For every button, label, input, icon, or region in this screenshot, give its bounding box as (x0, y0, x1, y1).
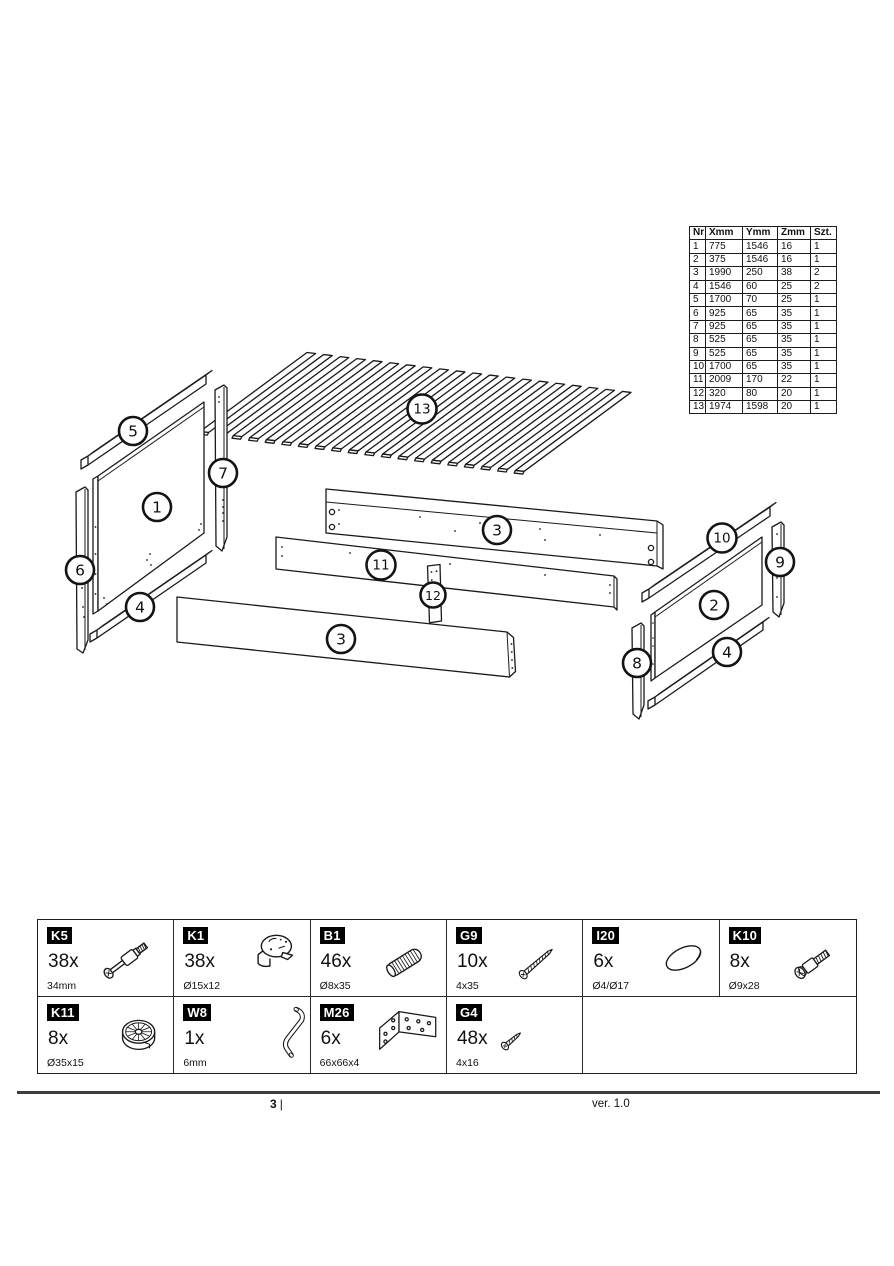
callout-2 (700, 591, 728, 619)
hardware-code-badge: G4 (456, 1004, 482, 1021)
hardware-item-B1 (311, 920, 447, 997)
svg-text:11: 11 (372, 557, 390, 574)
slat-end-cap (348, 450, 358, 454)
hardware-qty: 46x (320, 951, 352, 972)
hardware-dim: 66x66x4 (319, 1057, 360, 1069)
screw-icon (512, 928, 579, 986)
hardware-dim: Ø8x35 (319, 979, 351, 992)
hardware-code-badge: K1 (183, 927, 208, 944)
svg-text:8: 8 (632, 654, 642, 673)
footer-version: ver. 1.0 (592, 1098, 630, 1110)
slat-end-cap (282, 442, 292, 446)
hardware-code-badge: G9 (456, 927, 482, 944)
col-zmm: Zmm (778, 227, 811, 240)
hardware-dim: 4x16 (455, 1057, 479, 1069)
hardware-item-K10 (720, 920, 856, 997)
hardware-qty: 8x (729, 951, 750, 972)
hardware-table (37, 919, 857, 1074)
footer-divider (17, 1091, 880, 1094)
callout-4-left (126, 593, 154, 621)
svg-text:5: 5 (128, 422, 138, 441)
slat-end-cap (481, 466, 491, 470)
dimension-row: 13 1974 1598 20 1 (690, 401, 837, 414)
dimension-row: 6 925 65 35 1 (690, 307, 837, 320)
svg-text:4: 4 (135, 598, 145, 617)
dimension-row: 7 925 65 35 1 (690, 320, 837, 333)
hardware-item-I20 (583, 920, 719, 997)
slat-end-cap (332, 448, 342, 452)
callout-3-panel (327, 625, 355, 653)
callout-11 (367, 551, 396, 580)
short-screw-icon (493, 1011, 543, 1057)
col-szt: Szt. (811, 227, 837, 240)
callout-6 (66, 556, 94, 584)
hardware-qty: 48x (456, 1027, 488, 1049)
hardware-qty: 8x (48, 1027, 69, 1049)
hardware-dim: Ø15x12 (183, 979, 221, 992)
cover-cap-icon (651, 928, 716, 986)
hardware-item-K11 (38, 997, 174, 1074)
hardware-item-M26 (311, 997, 447, 1074)
wooden-dowel-icon (377, 928, 443, 986)
callout-1 (143, 493, 171, 521)
slat-end-cap (232, 436, 242, 440)
cam-wheel-icon (106, 1005, 170, 1063)
hardware-dim: Ø9x28 (728, 979, 760, 992)
hardware-qty: 6x (593, 951, 614, 972)
dimension-row: 10 1700 65 35 1 (690, 360, 837, 373)
slat-end-cap (498, 468, 508, 472)
hardware-code-badge: K11 (47, 1004, 79, 1021)
cam-lock-icon (242, 928, 306, 986)
svg-text:3: 3 (492, 521, 502, 540)
hardware-code-badge: I20 (592, 927, 619, 944)
hardware-dim: 4x35 (455, 979, 479, 992)
callout-4-right (713, 638, 741, 666)
callout-5 (119, 417, 147, 445)
slat-end-cap (265, 440, 275, 444)
hardware-item-G4 (447, 997, 583, 1074)
svg-text:10: 10 (713, 530, 731, 547)
angle-bracket-icon (370, 1005, 443, 1063)
hardware-dim: 6mm (183, 1057, 207, 1069)
hardware-dim: 34mm (47, 979, 77, 992)
page-number-separator: | (279, 1097, 283, 1111)
svg-text:3: 3 (336, 630, 346, 649)
hardware-empty-cell (583, 997, 856, 1074)
dimension-row: 8 525 65 35 1 (690, 334, 837, 347)
hardware-item-W8 (174, 997, 310, 1074)
slat-end-cap (431, 460, 441, 464)
dimension-row: 11 2009 170 22 1 (690, 374, 837, 387)
callout-3-rail (483, 516, 511, 544)
svg-text:13: 13 (413, 401, 431, 418)
slat-end-cap (315, 446, 325, 450)
slat-end-cap (415, 458, 425, 462)
hardware-code-badge: W8 (183, 1004, 211, 1021)
dimension-table-body (690, 240, 837, 414)
svg-text:9: 9 (775, 553, 785, 572)
dimension-row: 12 320 80 20 1 (690, 387, 837, 400)
dimension-row: 5 1700 70 25 1 (690, 293, 837, 306)
svg-text:6: 6 (75, 561, 85, 580)
slat-end-cap (365, 452, 375, 456)
dimension-row: 9 525 65 35 1 (690, 347, 837, 360)
hardware-item-G9 (447, 920, 583, 997)
hardware-code-badge: K10 (729, 927, 761, 944)
svg-text:4: 4 (722, 643, 732, 662)
hardware-qty: 6x (320, 1027, 341, 1049)
col-ymm: Ymm (743, 227, 778, 240)
page-number: 3 (270, 1097, 277, 1111)
dimension-table (689, 226, 837, 414)
hardware-qty: 38x (48, 951, 79, 972)
hardware-qty: 1x (184, 1027, 205, 1049)
hardware-code-badge: K5 (47, 927, 72, 944)
svg-text:2: 2 (709, 596, 719, 615)
dimension-row: 2 375 1546 16 1 (690, 253, 837, 266)
allen-key-icon (260, 1005, 307, 1063)
callout-10 (708, 524, 737, 553)
hardware-qty: 10x (456, 951, 488, 972)
footer-page-number (270, 1097, 283, 1111)
slat-end-cap (249, 438, 259, 442)
hardware-dim: Ø4/Ø17 (592, 979, 630, 992)
svg-text:1: 1 (152, 498, 162, 517)
dimension-row: 3 1990 250 38 2 (690, 267, 837, 280)
dimension-row: 4 1546 60 25 2 (690, 280, 837, 293)
hardware-code-badge: B1 (320, 927, 345, 944)
slat-end-cap (298, 444, 308, 448)
callout-12 (421, 583, 446, 608)
connector-bolt-icon (787, 928, 853, 986)
callout-8 (623, 649, 651, 677)
hardware-code-badge: M26 (320, 1004, 354, 1021)
hardware-item-K1 (174, 920, 310, 997)
slat-end-cap (514, 470, 524, 474)
col-nr: Nr (690, 227, 706, 240)
slat-end-cap (464, 464, 474, 468)
callout-13 (408, 395, 437, 424)
slat-end-cap (381, 454, 391, 458)
hardware-item-K5 (38, 920, 174, 997)
callout-9 (766, 548, 794, 576)
dimension-table-header (690, 227, 837, 240)
hardware-dim: Ø35x15 (47, 1057, 84, 1069)
callout-7 (209, 459, 237, 487)
slat-end-cap (448, 462, 458, 466)
cam-bolt-icon (97, 928, 170, 986)
svg-text:7: 7 (218, 464, 228, 483)
dimension-row: 1 775 1546 16 1 (690, 240, 837, 253)
svg-text:12: 12 (425, 588, 441, 603)
slat-end-cap (398, 456, 408, 460)
col-xmm: Xmm (706, 227, 743, 240)
hardware-qty: 38x (184, 951, 215, 972)
